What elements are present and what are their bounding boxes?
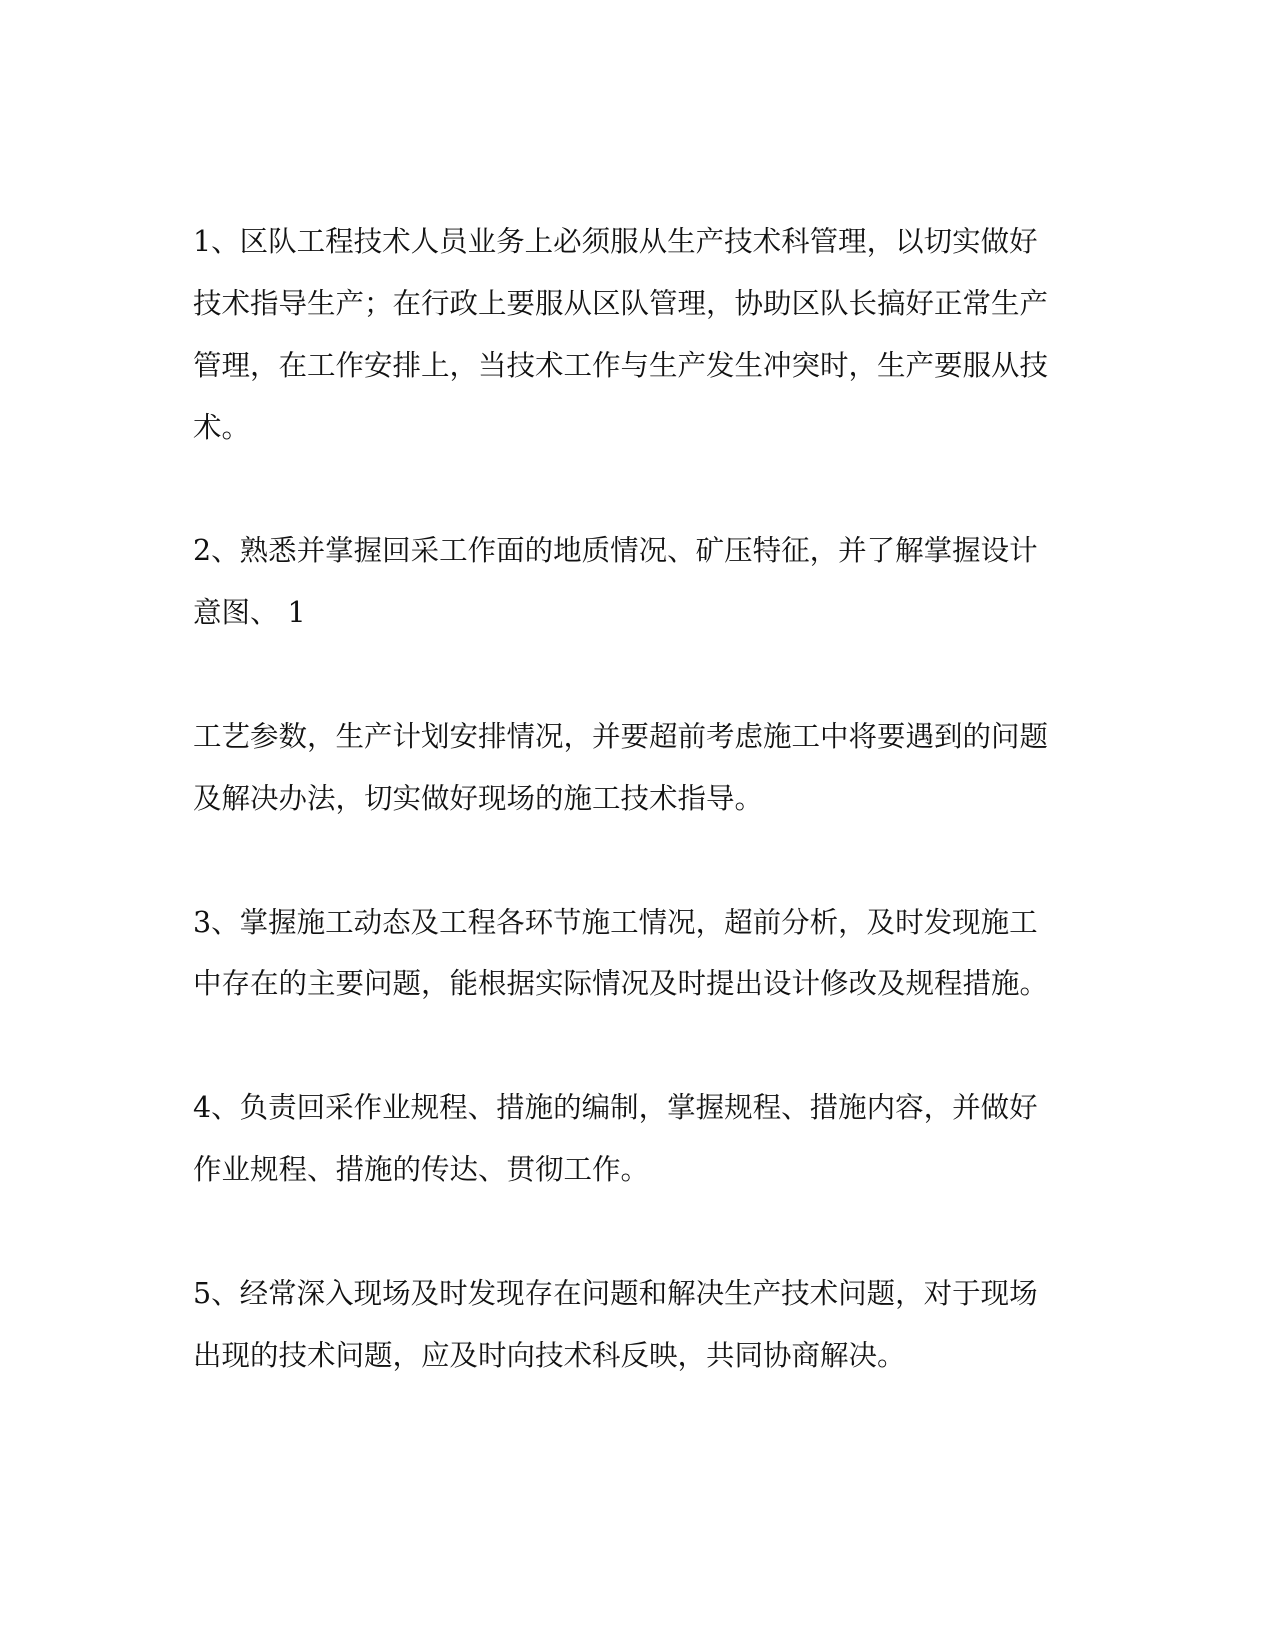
paragraph-2-line-1: 2、熟悉并掌握回采工作面的地质情况、矿压特征，并了解掌握设计: [193, 534, 1038, 567]
paragraph-1-line-2: 技术指导生产；在行政上要服从区队管理，协助区队长搞好正常生产: [193, 287, 1049, 320]
paragraph-1-line-4: 术。: [193, 411, 251, 444]
paragraph-1-line-3: 管理，在工作安排上，当技术工作与生产发生冲突时，生产要服从技: [193, 349, 1049, 382]
paragraph-1-line-1: 1、区队工程技术人员业务上必须服从生产技术科管理，以切实做好: [193, 225, 1038, 258]
paragraph-2-continued-line-2: 及解决办法，切实做好现场的施工技术指导。: [193, 782, 764, 815]
paragraph-5-line-1: 5、经常深入现场及时发现存在问题和解决生产技术问题，对于现场: [193, 1277, 1038, 1310]
paragraph-5-line-2: 出现的技术问题，应及时向技术科反映，共同协商解决。: [193, 1339, 906, 1372]
paragraph-4-line-2: 作业规程、措施的传达、贯彻工作。: [193, 1153, 650, 1186]
paragraph-3-line-2: 中存在的主要问题，能根据实际情况及时提出设计修改及规程措施。: [193, 967, 1049, 1000]
paragraph-4-line-1: 4、负责回采作业规程、措施的编制，掌握规程、措施内容，并做好: [193, 1091, 1038, 1124]
paragraph-3-line-1: 3、掌握施工动态及工程各环节施工情况，超前分析，及时发现施工: [193, 906, 1038, 939]
paragraph-2-line-2: 意图、 1: [193, 596, 306, 629]
paragraph-2-continued-line-1: 工艺参数，生产计划安排情况，并要超前考虑施工中将要遇到的问题: [193, 720, 1049, 753]
